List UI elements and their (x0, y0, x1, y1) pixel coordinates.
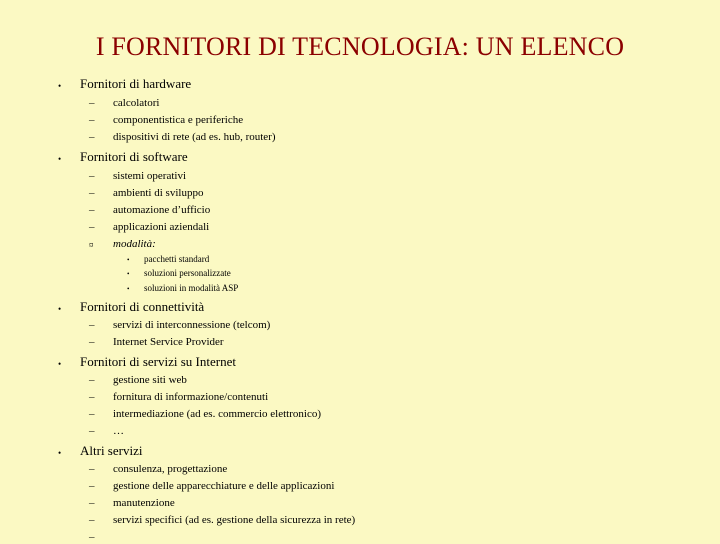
sub-bullet: • (127, 285, 130, 293)
list-item: consulenza, progettazione (113, 463, 228, 475)
special-bullet: ¤ (89, 240, 94, 250)
bullet: • (58, 448, 62, 458)
sub-bullet: • (127, 270, 130, 278)
dash-bullet: – (89, 531, 95, 543)
dash-bullet: – (89, 425, 95, 437)
list-item: sistemi operativi (113, 170, 187, 182)
list-item: gestione delle apparecchiature e delle applicazioni (113, 480, 335, 492)
dash-bullet: – (89, 114, 95, 126)
dash-bullet: – (89, 391, 95, 403)
list-item-modalita: modalità: (113, 238, 156, 250)
list-item: manutenzione (113, 497, 175, 509)
dash-bullet: – (89, 319, 95, 331)
dash-bullet: – (89, 480, 95, 492)
list-item: automazione d’ufficio (113, 204, 211, 216)
list-item: servizi di interconnessione (telcom) (113, 319, 271, 331)
list-item: applicazioni aziendali (113, 221, 210, 233)
sub-list-item: pacchetti standard (144, 254, 210, 264)
dash-bullet: – (89, 463, 95, 475)
bullet: • (58, 304, 62, 314)
dash-bullet: – (89, 170, 95, 182)
slide-title: I FORNITORI DI TECNOLOGIA: UN ELENCO (95, 32, 625, 61)
dash-bullet: – (89, 187, 95, 199)
section-heading-servizi-internet: Fornitori di servizi su Internet (80, 354, 236, 369)
list-item: servizi specifici (ad es. gestione della sicurezza in rete) (113, 514, 356, 526)
dash-bullet: – (89, 221, 95, 233)
list-item: dispositivi di rete (ad es. hub, router) (113, 131, 276, 143)
dash-bullet: – (89, 336, 95, 348)
list-item: componentistica e periferiche (113, 114, 244, 126)
dash-bullet: – (89, 204, 95, 216)
dash-bullet: – (89, 514, 95, 526)
bullet: • (58, 81, 62, 91)
dash-bullet: – (89, 131, 95, 143)
bullet: • (58, 154, 62, 164)
list-item: calcolatori (113, 97, 160, 109)
list-item: Internet Service Provider (113, 336, 224, 348)
section-heading-software: Fornitori di software (80, 149, 188, 164)
bullet: • (58, 359, 62, 369)
list-item: ambienti di sviluppo (113, 187, 204, 199)
section-heading-altri-servizi: Altri servizi (80, 443, 143, 458)
dash-bullet: – (89, 97, 95, 109)
list-item: … (113, 425, 124, 437)
section-heading-hardware: Fornitori di hardware (80, 76, 192, 91)
sub-list-item: soluzioni in modalità ASP (144, 283, 239, 293)
list-item: intermediazione (ad es. commercio elettronico) (113, 408, 321, 420)
sub-bullet: • (127, 256, 130, 264)
dash-bullet: – (89, 408, 95, 420)
dash-bullet: – (89, 497, 95, 509)
sub-list-item: soluzioni personalizzate (144, 268, 231, 278)
section-heading-connettivita: Fornitori di connettività (80, 299, 205, 314)
list-item: gestione siti web (113, 374, 187, 386)
dash-bullet: – (89, 374, 95, 386)
list-item: fornitura di informazione/contenuti (113, 391, 269, 403)
